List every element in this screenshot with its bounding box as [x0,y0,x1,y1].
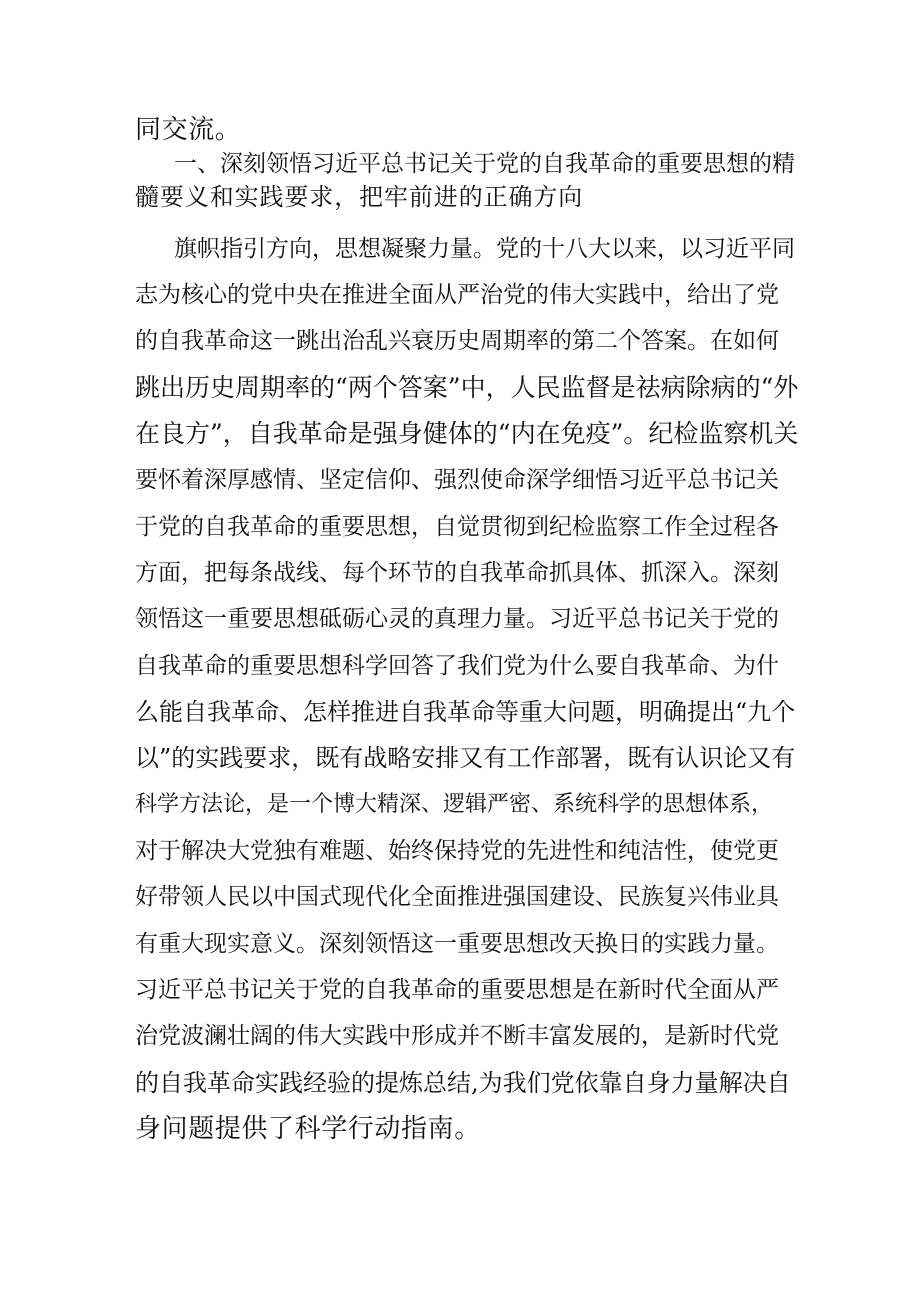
text-line: 同交流。 [135,115,242,145]
text-line: 旗帜指引方向，思想凝聚力量。党的十八大以来，以习近平同 [174,236,795,262]
text-line: 习近平总书记关于党的自我革命的重要思想是在新时代全面从严 [135,977,779,1003]
text-line: 治党波澜壮阔的伟大实践中形成并不断丰富发展的，是新时代党 [135,1023,779,1049]
text-line: 身问题提供了科学行动指南。 [135,1114,481,1144]
section-heading-line: 一、深刻领悟习近平总书记关于党的自我革命的重要思想的精 [174,151,795,177]
text-line: 以”的实践要求，既有战略安排又有工作部署，既有认识论又有 [135,744,796,772]
text-line: 对于解决大党独有难题、始终保持党的先进性和纯洁性，使党更 [135,838,779,864]
section-heading-line: 髓要义和实践要求，把牢前进的正确方向 [135,183,584,211]
text-line: 领悟这一重要思想砥砺心灵的真理力量。习近平总书记关于党的 [135,606,779,632]
text-line: 于党的自我革命的重要思想，自觉贯彻到纪检监察工作全过程各 [135,514,779,540]
text-line: 方面，把每条战线、每个环节的自我革命抓具体、抓深入。深刻 [135,560,779,586]
text-line: 科学方法论，是一个博大精深、逻辑严密、系统科学的思想体系， [135,792,774,817]
text-line: 要怀着深厚感情、坚定信仰、强烈使命深学细悟习近平总书记关 [135,467,779,493]
text-line: 么能自我革命、怎样推进自我革命等重大问题，明确提出“九个 [135,698,796,726]
text-line: 的自我革命这一跳出治乱兴衰历史周期率的第二个答案。在如何 [135,328,779,354]
text-line: 跳出历史周期率的“两个答案”中，人民监督是祛病除病的“外 [135,373,799,402]
text-line: 好带领人民以中国式现代化全面推进强国建设、民族复兴伟业具 [135,884,779,910]
text-line: 自我革命的重要思想科学回答了我们党为什么要自我革命、为什 [135,653,779,679]
text-line: 的自我革命实践经验的提炼总结,为我们党依靠自身力量解决自 [135,1069,791,1097]
text-line: 志为核心的党中央在推进全面从严治党的伟大实践中，给出了党 [135,282,779,308]
text-line: 有重大现实意义。深刻领悟这一重要思想改天换日的实践力量。 [135,931,779,957]
text-line: 在良方”，自我革命是强身健体的“内在免疫”。纪检监察机关 [135,419,799,448]
